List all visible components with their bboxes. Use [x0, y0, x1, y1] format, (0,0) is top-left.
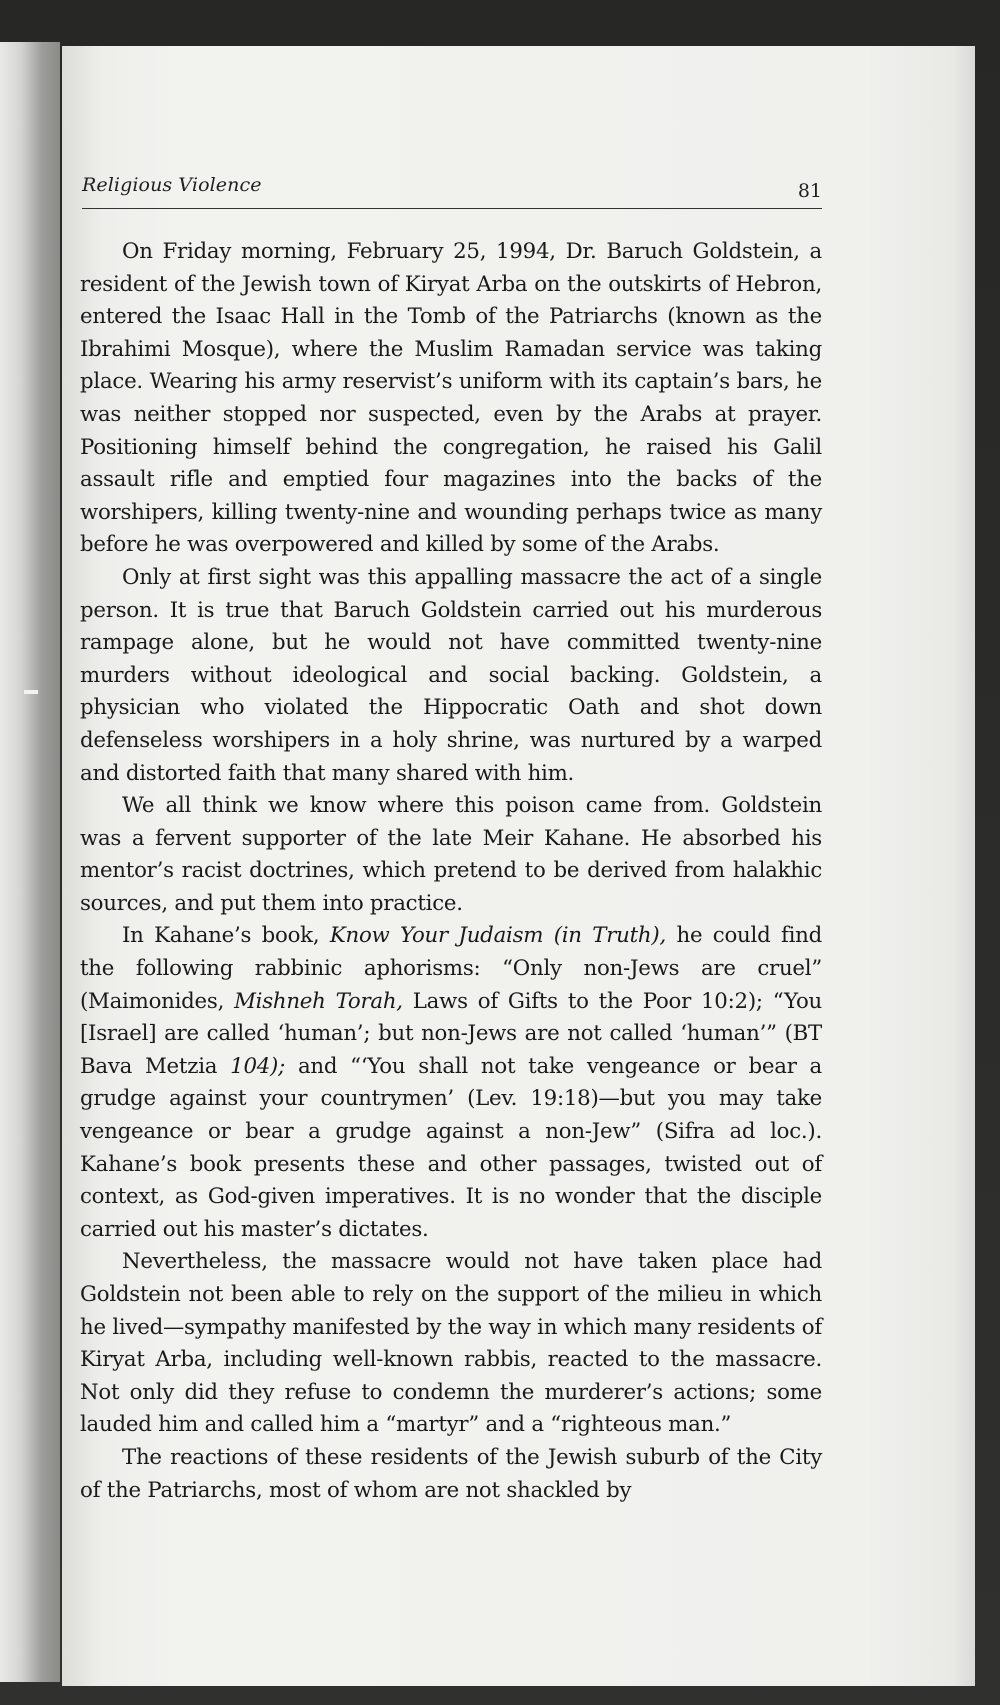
- paragraph-4-segment: In Kahane’s book,: [122, 923, 330, 949]
- paragraph-1: On Friday morning, February 25, 1994, Dr. Baruch Goldstein, a resident of the Jewish town of Kiryat Arba on the outskirts of Hebron, entered the Isaac Hall in the Tomb of the Patriarchs (known as the Ibrahimi Mosque), where the Muslim Ramadan service was taking place. Wearing his army reservist’s uniform with its captain’s bars, he was neither stopped nor suspected, even by the Arabs at prayer. Positioning himself behind the congregation, he raised his Galil assault rifle and emptied four magazines into the backs of the worshipers, killing twenty-nine and wounding perhaps twice as many before he was overpowered and killed by some of the Arabs.: [80, 239, 822, 558]
- paragraph-2: Only at first sight was this appalling massacre the act of a single person. It is true that Baruch Goldstein carried out his murderous rampage alone, but he would not have committed twenty-nine murders without ideological and social backing. Goldstein, a physician who violated the Hippocratic Oath and shot down defenseless worshipers in a holy shrine, was nurtured by a warped and distorted faith that many shared with him.: [80, 564, 822, 786]
- facing-page-mark: [24, 690, 38, 694]
- paragraph-4: [80, 920, 822, 1246]
- facing-page-edge: [0, 42, 60, 1682]
- running-head: [82, 172, 822, 209]
- source-title-italic: Mishneh Torah,: [234, 988, 403, 1014]
- running-head-title: Religious Violence: [82, 174, 262, 196]
- paragraph-4-segment: Laws of Gifts to the Poor 10:2); “You [Israel] are called ‘human’; but non-Jews are not called ‘human’” (BT Bava Metzia: [80, 988, 823, 1079]
- paragraph-4-segment: and “‘You shall not take vengeance or bear a grudge against your countrymen’ (Lev. 19:18)—but you may take vengeance or bear a grudge against a non-Jew” (Sifra ad loc.). Kahane’s book presents these and other passages, twisted out of context, as God-given imperatives. It is no wonder that the disciple carried out his master’s dictates.: [80, 1053, 823, 1242]
- paragraph-3: We all think we know where this poison came from. Goldstein was a fervent supporter of the late Meir Kahane. He absorbed his mentor’s racist doctrines, which pretend to be derived from halakhic sources, and put them into practice.: [80, 793, 822, 916]
- paragraph-5: Nevertheless, the massacre would not have taken place had Goldstein not been able to rely on the support of the milieu in which he lived—sympathy manifested by the way in which many residents of Kiryat Arba, including well-known rabbis, reacted to the massacre. Not only did they refuse to condemn the murderer’s actions; some lauded him and called him a “martyr” and a “righteous man.”: [80, 1249, 822, 1438]
- citation-number-italic: 104);: [230, 1053, 286, 1079]
- paragraph-6: The reactions of these residents of the Jewish suburb of the City of the Patriarchs, most of whom are not shackled by: [80, 1444, 822, 1503]
- page-edge-shadow: [952, 46, 975, 1686]
- paragraph-4-segment: he could find the following rabbinic aphorisms: “Only non-Jews are cruel” (Maimonides,: [80, 923, 822, 1014]
- page-number: 81: [797, 180, 822, 202]
- body-text: [80, 236, 822, 1507]
- book-title-italic: Know Your Judaism (in Truth),: [329, 923, 666, 949]
